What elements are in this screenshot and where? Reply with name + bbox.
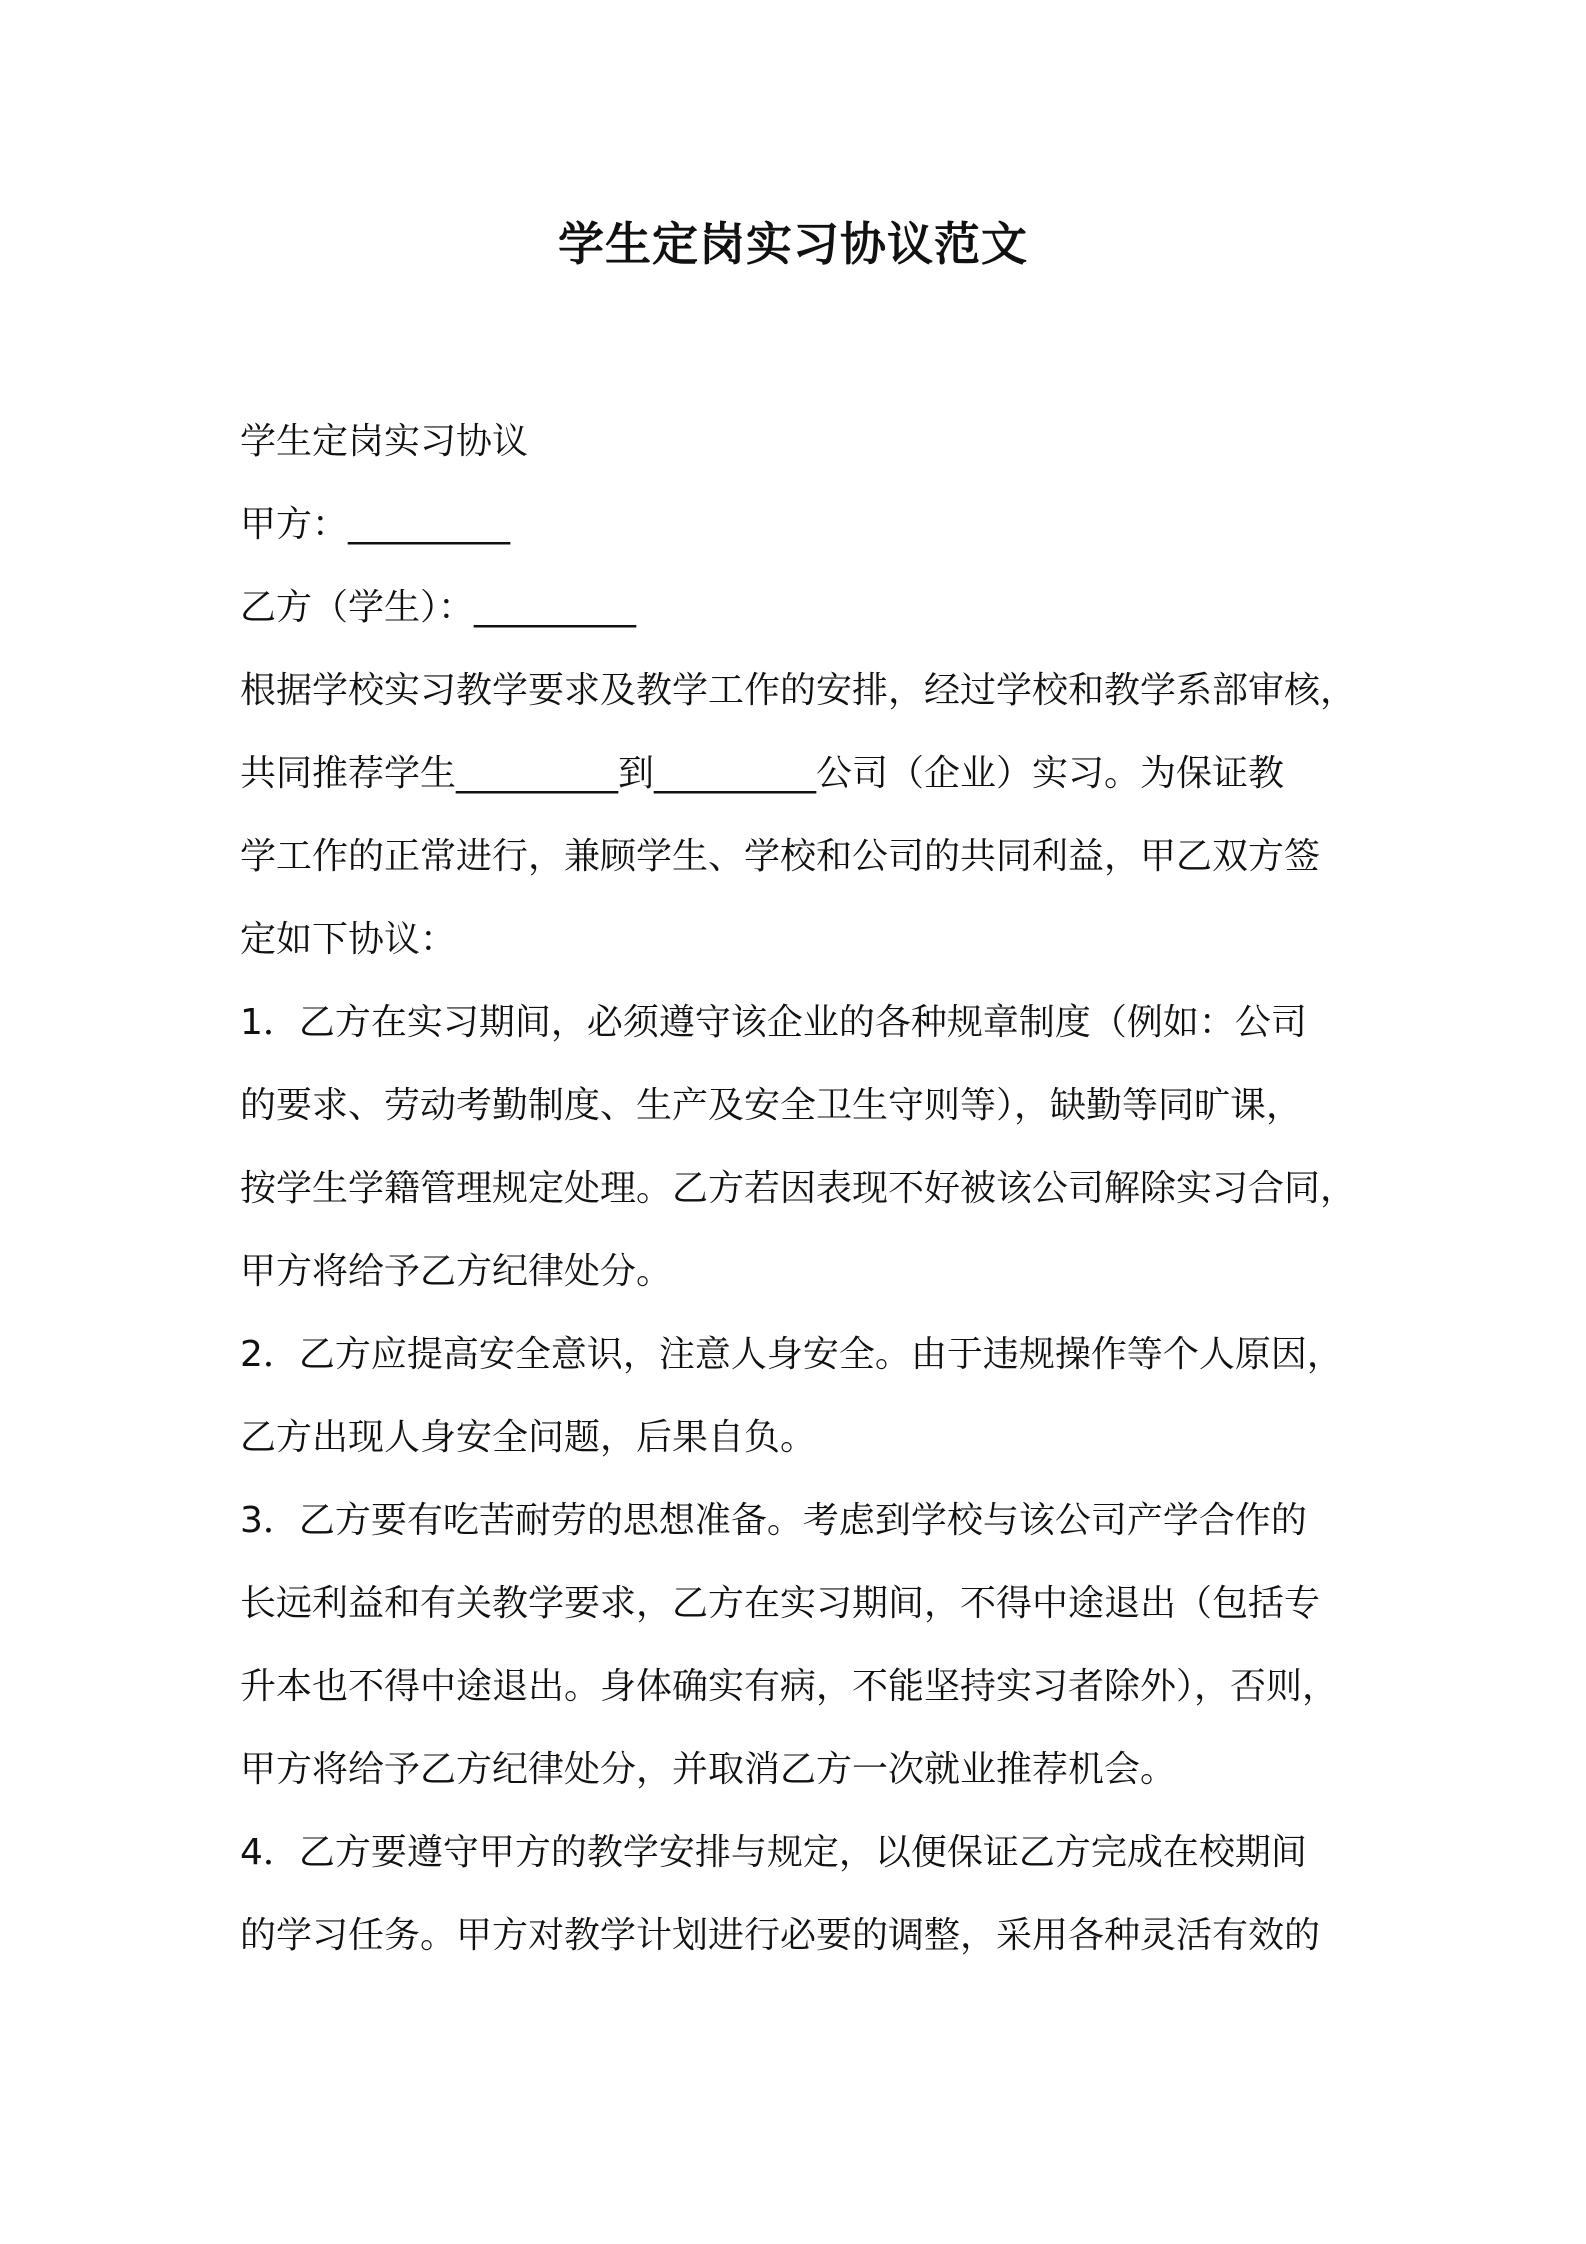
party-b-line: 乙方（学生）：_________ xyxy=(240,587,637,628)
document-title: 学生定岗实习协议范文 xyxy=(558,217,1028,271)
clause-4-line: 4．乙方要遵守甲方的教学安排与规定，以便保证乙方完成在校期间 xyxy=(240,1832,1307,1873)
party-a-line: 甲方：_________ xyxy=(240,504,511,545)
clause-1-line: 按学生学籍管理规定处理。乙方若因表现不好被该公司解除实习合同， xyxy=(240,1168,1357,1209)
clause-4-line: 的学习任务。甲方对教学计划进行必要的调整，采用各种灵活有效的 xyxy=(240,1915,1321,1956)
document-body xyxy=(240,400,1380,1977)
preamble-line: 定如下协议： xyxy=(240,919,457,960)
clause-1-line: 1．乙方在实习期间，必须遵守该企业的各种规章制度（例如：公司 xyxy=(240,1002,1307,1043)
preamble-line: 共同推荐学生_________到_________公司（企业）实习。为保证教 xyxy=(240,753,1285,794)
clause-3-line: 升本也不得中途退出。身体确实有病，不能坚持实习者除外），否则， xyxy=(240,1666,1339,1707)
agreement-heading: 学生定岗实习协议 xyxy=(240,421,529,462)
clause-3-line: 3．乙方要有吃苦耐劳的思想准备。考虑到学校与该公司产学合作的 xyxy=(240,1500,1307,1541)
preamble-line: 根据学校实习教学要求及教学工作的安排，经过学校和教学系部审核， xyxy=(240,670,1357,711)
clause-3-line: 甲方将给予乙方纪律处分，并取消乙方一次就业推荐机会。 xyxy=(240,1749,1177,1790)
clause-1-line: 的要求、劳动考勤制度、生产及安全卫生守则等），缺勤等同旷课， xyxy=(240,1085,1303,1126)
clause-2-line: 2．乙方应提高安全意识，注意人身安全。由于违规操作等个人原因， xyxy=(240,1334,1343,1375)
clause-2-line: 乙方出现人身安全问题，后果自负。 xyxy=(240,1417,817,1458)
clause-1-line: 甲方将给予乙方纪律处分。 xyxy=(240,1251,673,1292)
clause-3-line: 长远利益和有关教学要求，乙方在实习期间，不得中途退出（包括专 xyxy=(240,1583,1321,1624)
preamble-line: 学工作的正常进行，兼顾学生、学校和公司的共同利益，甲乙双方签 xyxy=(240,836,1321,877)
